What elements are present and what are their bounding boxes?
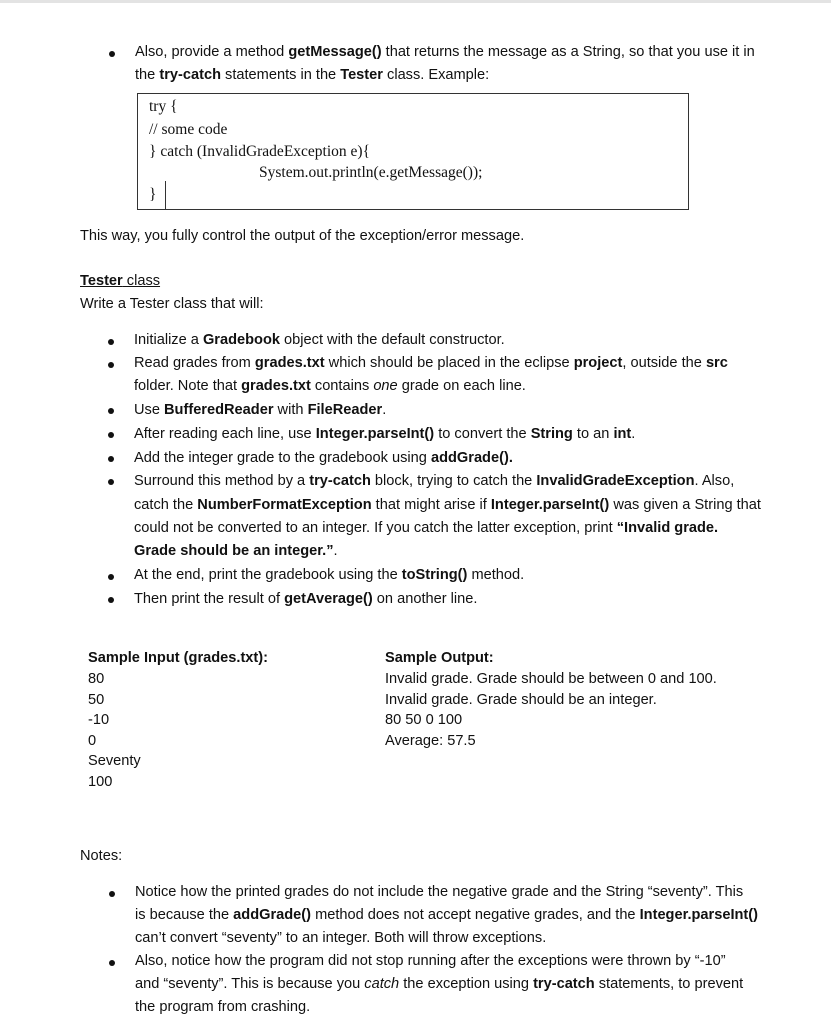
bullet-text [134,426,635,442]
text: Then print the result of [134,591,285,607]
method-name: getMessage() [288,44,382,60]
emphasis: catch [364,976,400,992]
bullet-text [134,378,526,394]
class-name: FileReader [307,402,383,418]
bullet-dot [109,51,115,57]
bullet-dot [109,891,115,897]
code-example-box [137,93,689,210]
code-line: // some code [149,121,228,138]
text: At the end, print the gradebook using the [134,567,402,583]
sample-input-line: -10 [88,712,110,728]
sample-input-line: 80 [88,671,105,687]
sample-output-line: 80 50 0 100 [385,712,463,728]
code-line: } [149,186,157,203]
after-code-text: This way, you fully control the output of the exception/error message. [80,228,525,244]
bullet-dot [108,432,114,438]
code-line: } catch (InvalidGradeException e){ [149,143,371,160]
class-name: InvalidGradeException [536,473,695,489]
text: Also, notice how the program did not stop running after the exceptions were thrown by “-10” [135,953,726,969]
text: the exception using [399,976,534,992]
keyword: int [613,426,632,442]
text: . [333,543,338,559]
text: on another line. [372,591,478,607]
notes-title: Notes: [80,848,123,864]
text: which should be placed in the eclipse [324,355,574,371]
bullet-text [134,591,477,607]
class-name: NumberFormatException [197,497,372,513]
bullet-text [134,355,728,371]
text: Read grades from [134,355,255,371]
method-name: Integer.parseInt() [490,497,610,513]
text: is because the [135,907,234,923]
text: that returns the message as a String, so that you use it in [381,44,755,60]
method-name: addGrade() [233,907,312,923]
text: class. Example: [382,67,490,83]
bullet-dot [108,597,114,603]
text-line [135,44,755,60]
sample-input-title: Sample Input (grades.txt): [88,650,269,666]
text: Initialize a [134,332,203,348]
text: can’t convert “seventy” to an integer. Both will throw exceptions. [135,930,547,946]
text: the [135,67,160,83]
code-line: System.out.println(e.getMessage()); [259,164,483,181]
quoted-message: Grade should be an integer.” [134,543,334,559]
bullet-dot [108,408,114,414]
bullet-text [134,450,513,466]
text: . [631,426,636,442]
sample-input-line: 0 [88,733,97,749]
sample-input-line: 50 [88,692,105,708]
sample-input-line: Seventy [88,753,141,769]
text: the program from crashing. [135,999,311,1015]
text-line [135,67,489,83]
text: Also, provide a method [135,44,289,60]
text: statements in the [220,67,341,83]
note-text [135,884,743,900]
note-text [135,976,743,992]
method-name: Integer.parseInt() [639,907,759,923]
text: block, trying to catch the [370,473,537,489]
bullet-dot [108,456,114,462]
keyword: project [573,355,623,371]
note-text [135,953,726,969]
note-text [135,999,310,1015]
method-name: toString() [401,567,468,583]
sample-output-line: Average: 57.5 [385,733,476,749]
top-border [0,0,831,3]
tester-heading [80,273,160,289]
text: Use [134,402,165,418]
text: folder. Note that [134,378,242,394]
bullet-text [134,473,734,489]
heading-bold: Tester [80,273,123,289]
text: method. [467,567,525,583]
file-name: grades.txt [241,378,311,394]
bullet-text [134,567,524,583]
text: . [382,402,387,418]
text: to convert the [434,426,531,442]
text: . Also, [694,473,735,489]
sample-output-line: Invalid grade. Grade should be between 0 and 100. [385,671,717,687]
bullet-dot [108,339,114,345]
keyword: try-catch [533,976,595,992]
method-name: getAverage() [284,591,373,607]
bullet-dot [108,362,114,368]
tester-intro: Write a Tester class that will: [80,296,264,312]
keyword: try-catch [159,67,221,83]
bullet-text [134,497,761,513]
keyword: String [530,426,573,442]
bullet-dot [108,479,114,485]
quoted-message: “Invalid grade. [616,520,719,536]
text: statements, to prevent [594,976,744,992]
bullet-text [134,402,386,418]
bullet-text [134,543,338,559]
bullet-text [134,332,505,348]
text: Notice how the printed grades do not include the negative grade and the String “seventy”. This [135,884,744,900]
keyword: src [705,355,728,371]
file-name: grades.txt [254,355,325,371]
note-text [135,930,546,946]
text: and “seventy”. This is because you [135,976,365,992]
text: Add the integer grade to the gradebook using [134,450,431,466]
text: contains [310,378,374,394]
sample-output-line: Invalid grade. Grade should be an integer. [385,692,657,708]
keyword: try-catch [309,473,371,489]
code-line: try { [149,98,178,115]
bullet-dot [108,574,114,580]
text: was given a String that [609,497,761,513]
heading-rest: class [122,273,161,289]
class-name: Tester [340,67,383,83]
emphasis: one [373,378,398,394]
sample-output-title: Sample Output: [385,650,494,666]
text: to an [572,426,614,442]
text: . [508,450,513,466]
text: Surround this method by a [134,473,310,489]
bullet-dot [109,960,115,966]
text: method does not accept negative grades, and the [311,907,640,923]
text: object with the default constructor. [280,332,505,348]
method-name: Integer.parseInt() [315,426,435,442]
text: grade on each line. [397,378,526,394]
text: with [273,402,308,418]
text: After reading each line, use [134,426,316,442]
note-text [135,907,758,923]
sample-input-line: 100 [88,774,113,790]
class-name: Gradebook [202,332,280,348]
bullet-text [134,520,718,536]
text: catch the [134,497,198,513]
text: , outside the [622,355,706,371]
text: that might arise if [371,497,491,513]
method-name: addGrade() [430,450,509,466]
text: could not be converted to an integer. If you catch the latter exception, print [134,520,617,536]
class-name: BufferedReader [164,402,274,418]
